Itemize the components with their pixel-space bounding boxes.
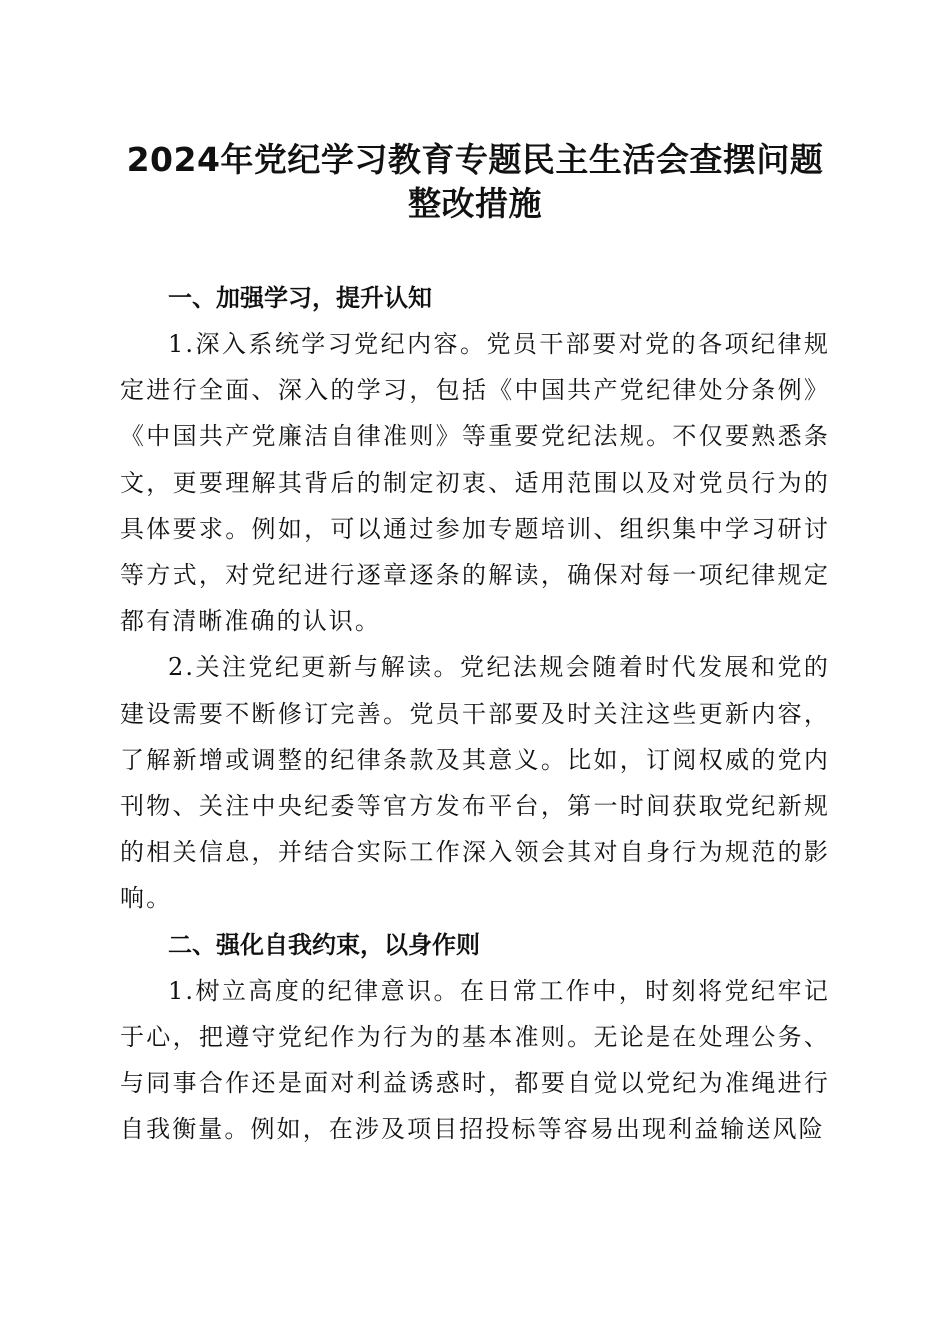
document-body [120,275,830,1152]
section-2 [120,922,830,1153]
section-heading: 一、加强学习，提升认知 [168,284,432,312]
section-1 [120,275,830,922]
section-heading: 二、强化自我约束，以身作则 [168,930,480,959]
section-paragraph: 1.树立高度的纪律意识。在日常工作中，时刻将党纪牢记于心，把遵守党纪作为行为的基本准则。无论是在处理公务、与同事合作还是面对利益诱惑时，都要自觉以党纪为准绳进行自我衡量。例如，在涉及项目招投标等容易出现利益输送风险 [120,976,830,1144]
section-paragraph: 2.关注党纪更新与解读。党纪法规会随着时代发展和党的建设需要不断修订完善。党员干部要及时关注这些更新内容，了解新增或调整的纪律条款及其意义。比如，订阅权威的党内刊物、关注中央纪委等官方发布平台，第一时间获取党纪新规的相关信息，并结合实际工作深入领会其对自身行为规范的影响。 [120,653,830,913]
document-title: 2024年党纪学习教育专题民主生活会查摆问题整改措施 [126,140,824,223]
section-paragraph: 1.深入系统学习党纪内容。党员干部要对党的各项纪律规定进行全面、深入的学习，包括《中国共产党纪律处分条例》《中国共产党廉洁自律准则》等重要党纪法规。不仅要熟悉条文，更要理解其背后的制定初衷、适用范围以及对党员行为的具体要求。例如，可以通过参加专题培训、组织集中学习研讨等方式，对党纪进行逐章逐条的解读，确保对每一项纪律规定都有清晰准确的认识。 [120,330,830,636]
